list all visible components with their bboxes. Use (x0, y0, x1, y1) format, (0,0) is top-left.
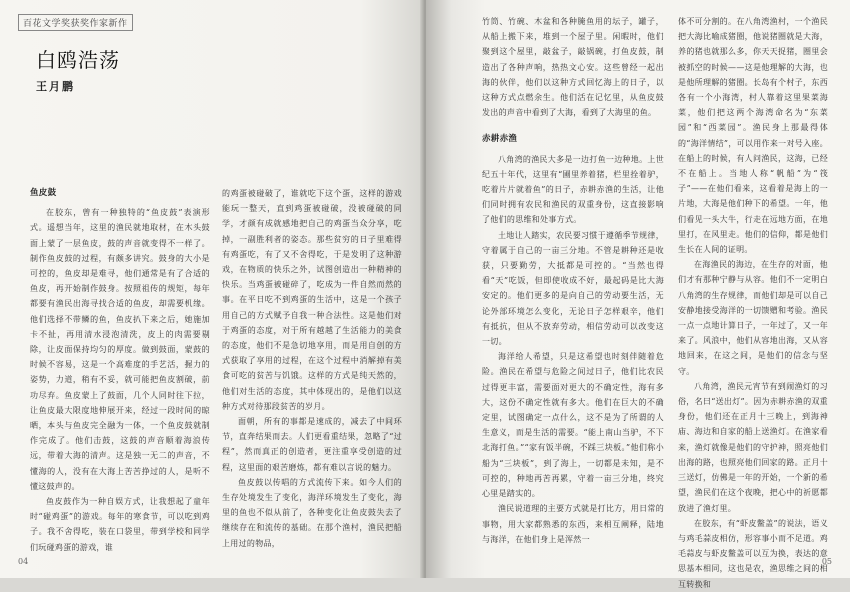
paragraph: 鱼皮鼓作为一种自娱方式，让我想起了童年时“碰鸡蛋”的游戏。每年的寒食节，可以吃到鸡子。我不舍得吃，装在口袋里，带到学校和同学们玩碰鸡蛋的游戏，谁 (30, 497, 210, 552)
paragraph: 八角湾的渔民大多是一边打鱼一边种地。上世纪五十年代，这里有“圃里养着猪，栏里拴着驴，吃着片片就着鱼”的日子，赤耕赤渔的生活，让他们同时拥有农民和渔民的双重身份，这直接影响了他们的思维和处事方式。 (482, 154, 664, 225)
paragraph: 的鸡蛋被碰破了，谁就吃下这个蛋，这样的游戏能玩一整天，直到鸡蛋被碰破，没被碰破的同学，才颜有成就感地把自己的鸡蛋当众分享，吃掉，一副胜利者的姿态。那些贫穷的日子里难得有鸡蛋吃，有了又不舍得吃，于是发明了这种游戏，在物质的快乐之外，试图创造出一种精神的快乐。当鸡蛋被碰碎了，吃成为一件自然而然的事。在平日吃不到鸡蛋的生活中，这是一个孩子用自己的方式赋予自我一种合法性。这是他们对于鸡蛋的态度，对于所有越越了生活能力的美食的态度，他们不是急切地享用，而是用自创的方式获取了享用的过程，在这个过程中消解掉有美食可吃的贫苦与饥饿。这样的方式是纯天然的，他们对生活的态度，其中体现出的，是他们以这种方式对待那段贫苦的岁月。 (222, 189, 402, 411)
author-name: 王月鹏 (36, 80, 75, 93)
right-page (426, 0, 850, 589)
page-number-right: 05 (821, 557, 832, 566)
series-tag: 百花文学奖获奖作家新作 (18, 14, 133, 31)
right-column-2 (678, 14, 828, 592)
article-title: 白鸥浩荡 (36, 48, 120, 72)
left-column-1 (30, 186, 210, 555)
paragraph: 体不可分割的。在八角湾渔村，一个渔民把大海比喻成猪圈，他说猪圈就是大海，养的猪也就那么多，你天天捉猪，圈里会被抓空的时候——这是他理解的大海，也是他所理解的猪圈。长岛有个村子，东西各有一个小海湾，村人靠着这里果菜海菜，他们把这两个海湾命名为“东菜园”和“西菜园”。渔民身上那最得体的“海洋情结”，可以用作来一对号入座。在船上的时候，有人问渔民，这海，已经不在船上。当地人称“帆船”为“筏子”——在他们看来，这看着是海上的一片地，大海是他们种下的希望。一年，他们看见一头大牛，行走在远地方面，在地里打，在风里走。他们的信仰，都是他们生长在人间的证明。 (678, 17, 828, 255)
paragraph: 竹筒、竹碗、木盆和各种腌鱼用的坛子，罐子，从船上搬下来，堆到一个屋子里。闲暇时，他们聚到这个屋里，敲盆子，敲锅碗，打鱼皮鼓，制造出了各种声响，热热文心安。这些曾经一起出海的伙伴，他们以这种方式回忆海上的日子，以这种方式点燃余生。他们活在记忆里，从鱼皮鼓发出的声音中看到了大海，看到了大海里的鱼。 (482, 17, 664, 118)
left-page (0, 0, 424, 578)
paragraph: 在胶东，有“虾皮鳖盖”的说法，语义与鸡毛蒜皮相仿，形容事小而不足道。鸡毛蒜皮与虾皮鳖盖可以互为换，表达的意思基本相同，这也是农，渔思维之间的相互转换和 (678, 518, 828, 589)
paragraph: 在海渔民的海边，在生存的对面，他们才有那种宁静与从容。他们不一定明白八角湾的生存规律，而他们却是可以自己安静地接受海洋的一切馈赠和考验。渔民一点一点地计算日子，一年过了，又一年来了。风浪中，他们从容地出海，又从容地回来，在这之间，是他们的信念与坚守。 (678, 260, 828, 376)
paragraph: 鱼皮鼓以传唱的方式流传下来。如今人们的生存处境发生了变化，海洋环境发生了变化，海里的鱼也不似从前了，各种变化让鱼皮鼓失去了继续存在和流传的基础。在那个渔村，渔民把船上用过的物品， (222, 477, 402, 548)
paragraph: 渔民说道理的主要方式就是打比方，用日常的事物，用大家都熟悉的东西，来相互阐释，陆地与海洋，在他们身上是浑然一 (482, 504, 664, 544)
section-heading-farming-fishing: 赤耕赤渔 (482, 134, 518, 145)
section-heading-fish-drum: 鱼皮鼓 (30, 188, 57, 198)
left-column-2 (222, 186, 402, 551)
paragraph: 土地让人踏实，农民要习惯于遵循季节规律，守着属于自己的一亩三分地。不管是耕种还是收获，只要勤劳，大抵都是可控的。“当然也得看“天”吃饭，但即使收成不好，最起码是比大海安定的。他们更多的是向自己的劳动要生活，无论外部环境怎么变化，无论日子怎样艰辛，他们有抵抗，但从不放弃劳动，相信劳动可以改变这一切。 (482, 230, 664, 347)
paragraph: 面朝，所有的事都是速成的，减去了中间环节，直奔结果而去。人们更看重结果，忽略了“过程”，然而真正的创造者，更注重享受创造的过程，这里面的艰苦磨炼，都有难以言说的魅力。 (222, 417, 402, 472)
paragraph: 海洋给人希望，只是这希望也时刻伴随着危险。渔民在希望与危险之间过日子，他们比农民过得更丰富，需要面对更大的不确定性，海有多大，这份不确定性就有多大。他们在巨大的不确定里，试图确定一点什么，这不是为了所谓的人生意义，而是生活的需要。“能上南山当驴，不下北海打鱼。”“家有饭半碗，不踩三块板。”他们称小船为“三块板”，到了海上，一切都是未知，是不可控的，种地再苦再累，守着一亩三分地，终究心里是踏实的。 (482, 352, 664, 499)
page-number-left: 04 (18, 557, 29, 566)
paragraph: 在胶东，曾有一种独特的“鱼皮鼓”表演形式。遥想当年，这里的渔民就地取材，在木头鼓面上蒙了一层鱼皮，鼓的声音就变得不一样了。制作鱼皮鼓的过程，有颇多讲究。鼓身的大小是可控的，鱼皮却是难寻，他们通常是有了合适的鱼皮，再开始制作鼓身。按照祖传的规矩，每年都要有渔民出海寻找合适的鱼皮，却需要机缘。他们选择不带鳞的鱼，鱼皮扒下来之后，她施加卡不扯，再用清水浸泡清洗，皮上的肉需要剔除，让皮面保持均匀的厚度。做到鼓面，蒙鼓的时候不容易，这是一个高难度的手艺活，握力的姿势，力道，稍有不妥，就可能把鱼皮割破，前功尽弃。鱼皮蒙上了鼓面，几个人同时往下拉，让鱼皮最大限度地伸展开来，经过一段时间的晾晒，本头与鱼皮完全融为一体，一个鱼皮鼓就制作完成了。他们击鼓，这鼓的声音顺着海浪传远，带着大海的清声。这是独一无二的声音，不懂海的人，没有在大海上苦苦挣过的人，是听不懂这鼓声的。 (30, 208, 210, 491)
right-column-1 (482, 14, 664, 547)
paragraph: 八角湾，渔民元宵节有到闹渔灯的习俗，名曰“送出灯”。因为赤耕赤渔的双重身份，他们还在正月十三晚上，到海神庙、海边和自家的船上送渔灯。在渔家看来，渔灯就像是他们的守护神，照亮他们出海的路，也照亮他们回家的路。正月十三送灯，仿佛是一年的开始，一个新的希望，渔民们在这个夜晚，把心中的祈愿都放进了渔灯里。 (678, 381, 828, 513)
